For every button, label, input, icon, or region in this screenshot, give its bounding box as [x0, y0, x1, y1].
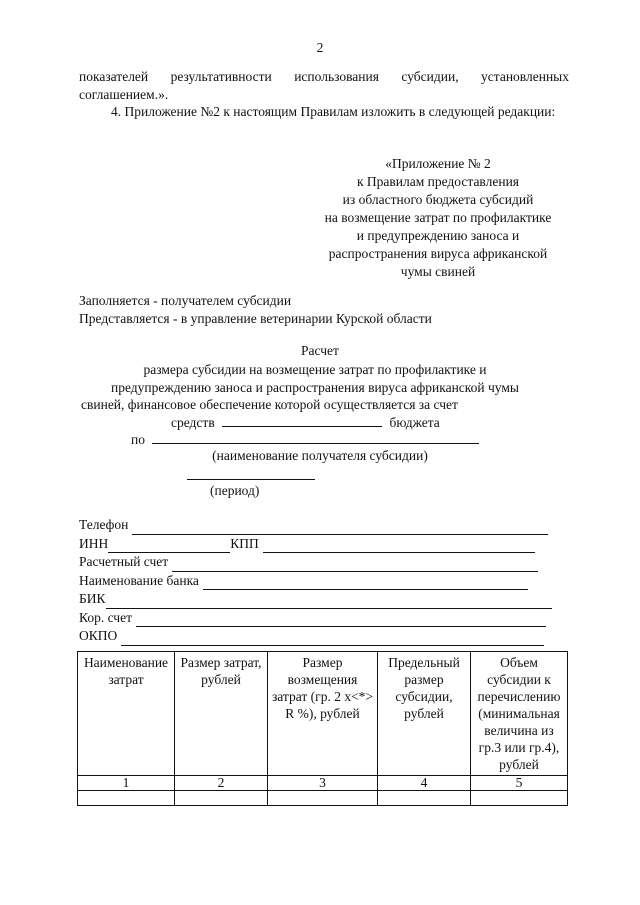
phone-row [79, 516, 552, 535]
header-cell-costs-amount: Размер затрат, рублей [175, 652, 268, 776]
page-number: 2 [316, 40, 324, 55]
account-field[interactable] [172, 558, 538, 572]
column-number: 1 [78, 776, 175, 791]
period-caption: (период) [210, 483, 260, 498]
bank-row [79, 572, 552, 591]
column-number: 5 [471, 776, 568, 791]
appendix-line: чумы свиней [400, 264, 476, 279]
okpo-field[interactable] [121, 632, 544, 646]
table-cell[interactable] [78, 791, 175, 806]
header-cell-reimbursement: Размер возмещения затрат (гр. 2 х<*> R %), рублей [268, 652, 378, 776]
header-cell-limit: Предельный размер субсидии, рублей [378, 652, 471, 776]
bik-field[interactable] [106, 595, 552, 609]
kpp-field[interactable] [263, 539, 535, 553]
table-header-row [78, 652, 568, 776]
bank-field[interactable] [203, 576, 528, 590]
table-cell[interactable] [268, 791, 378, 806]
recipient-blank[interactable] [152, 431, 479, 444]
po-label: по [131, 432, 145, 447]
header-cell-costs-name: Наименование затрат [78, 652, 175, 776]
corr-row [79, 609, 552, 628]
account-row [79, 553, 552, 572]
kpp-label: КПП [230, 535, 259, 551]
filled-by-text: Заполняется - получателем субсидии [79, 293, 292, 308]
fill-instructions [79, 292, 432, 328]
table-row [78, 791, 568, 806]
appendix-line: к Правилам предоставления [356, 174, 520, 189]
funds-row [171, 414, 440, 431]
inn-field[interactable] [108, 539, 230, 553]
calc-description [110, 361, 520, 397]
corr-field[interactable] [136, 613, 546, 627]
paragraph-item-4: 4. Приложение №2 к настоящим Правилам изложить в следующей редакции: [111, 104, 556, 119]
bank-label: Наименование банка [79, 572, 199, 588]
calc-line-last: свиней, финансовое обеспечение которой осуществляется за счет [81, 397, 458, 412]
subsidy-table [77, 651, 568, 806]
period-blank[interactable] [187, 473, 315, 480]
phone-field[interactable] [132, 521, 548, 535]
inn-kpp-row [79, 535, 552, 554]
table-cell[interactable] [471, 791, 568, 806]
appendix-line: и предупреждению заноса и [356, 228, 520, 243]
inn-label: ИНН [79, 535, 109, 551]
header-cell-transfer: Объем субсидии к перечислению (минимальная величина из гр.3 или гр.4), рублей [471, 652, 568, 776]
column-number: 3 [268, 776, 378, 791]
appendix-line: на возмещение затрат по профилактике [324, 210, 552, 225]
recipient-caption: (наименование получателя субсидии) [212, 448, 428, 463]
funds-blank[interactable] [222, 414, 382, 427]
bik-label: БИК [79, 591, 106, 606]
calc-line: размера субсидии на возмещение затрат по профилактике и [143, 362, 487, 377]
funds-label: средств [171, 415, 215, 430]
requisites-form [79, 516, 552, 646]
account-label: Расчетный счет [79, 554, 169, 569]
okpo-label: ОКПО [79, 628, 118, 643]
okpo-row [79, 627, 552, 646]
phone-label: Телефон [79, 517, 129, 532]
appendix-header [300, 155, 576, 281]
table-cell[interactable] [378, 791, 471, 806]
appendix-line: «Приложение № 2 [385, 156, 491, 171]
calc-title: Расчет [301, 343, 339, 358]
table-cell[interactable] [175, 791, 268, 806]
bik-row [79, 590, 552, 609]
column-number: 2 [175, 776, 268, 791]
column-number: 4 [378, 776, 471, 791]
po-row [131, 431, 479, 448]
corr-label: Кор. счет [79, 609, 132, 625]
budget-label: бюджета [389, 415, 440, 430]
appendix-line: распространения вируса африканской [328, 246, 548, 261]
table-numbers-row [78, 776, 568, 791]
appendix-line: из областного бюджета субсидий [342, 192, 534, 207]
paragraph-continuation: показателей результативности использования субсидии, установленных соглашением.». [79, 69, 569, 102]
calc-line: предупреждению заноса и распространения вируса африканской чумы [111, 380, 519, 395]
submitted-to-text: Представляется - в управление ветеринарии Курской области [79, 311, 432, 326]
